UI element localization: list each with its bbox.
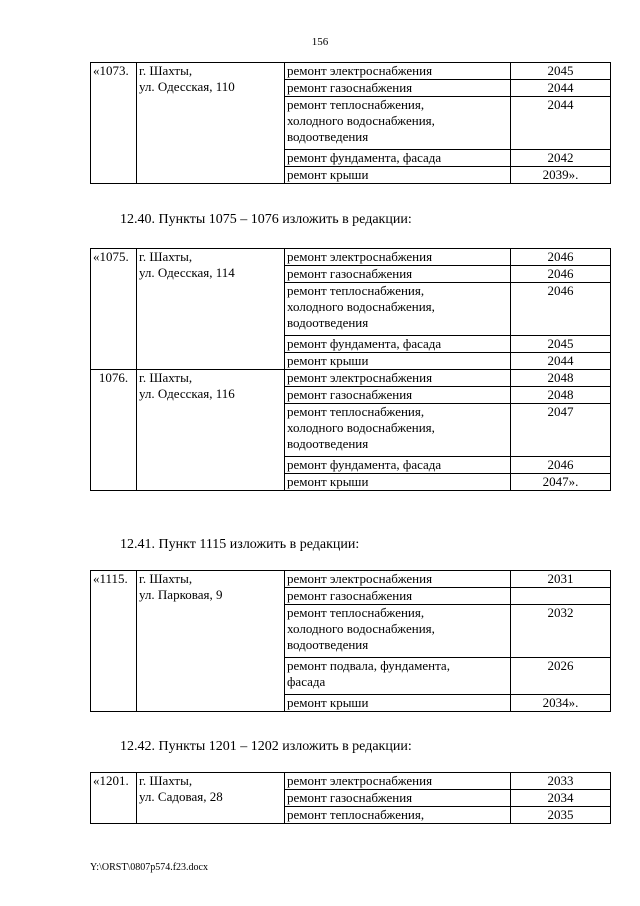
- work-year: 2044: [511, 80, 611, 97]
- paragraph-12-42: 12.42. Пункты 1201 – 1202 изложить в редакции:: [120, 739, 412, 754]
- address-street: ул. Парковая, 9: [139, 587, 223, 602]
- work-type: ремонт подвала, фундамента, фасада: [285, 658, 511, 695]
- footer-file-path: Y:\ORST\0807p574.f23.docx: [90, 862, 208, 873]
- item-number: «1073.: [91, 63, 137, 184]
- work-year: 2048: [511, 387, 611, 404]
- work-type: ремонт фундамента, фасада: [285, 150, 511, 167]
- address-street: ул. Одесская, 116: [139, 386, 235, 401]
- table-items-1115: [90, 570, 611, 712]
- work-type: ремонт электроснабжения: [285, 249, 511, 266]
- table-items-1201: [90, 772, 611, 824]
- table-row: [91, 249, 611, 266]
- work-type: ремонт фундамента, фасада: [285, 336, 511, 353]
- work-year: 2033: [511, 773, 611, 790]
- work-type: ремонт газоснабжения: [285, 588, 511, 605]
- work-year: 2046: [511, 249, 611, 266]
- work-year: 2039».: [511, 167, 611, 184]
- item-address: [137, 249, 285, 370]
- table-row: [91, 571, 611, 588]
- work-type: ремонт теплоснабжения, холодного водоснабжения, водоотведения: [285, 97, 511, 150]
- work-type: ремонт крыши: [285, 167, 511, 184]
- item-number: «1075.: [91, 249, 137, 370]
- work-year: 2046: [511, 266, 611, 283]
- work-type: ремонт крыши: [285, 474, 511, 491]
- work-year: 2046: [511, 283, 611, 336]
- work-year: 2045: [511, 336, 611, 353]
- address-city: г. Шахты,: [139, 571, 193, 586]
- address-city: г. Шахты,: [139, 63, 193, 78]
- work-type: ремонт теплоснабжения, холодного водоснабжения, водоотведения: [285, 404, 511, 457]
- work-year: 2048: [511, 370, 611, 387]
- table-row: [91, 63, 611, 80]
- table-items-1075-1076: [90, 248, 611, 491]
- work-year: 2031: [511, 571, 611, 588]
- item-address: [137, 571, 285, 712]
- work-year: 2047: [511, 404, 611, 457]
- address-city: г. Шахты,: [139, 773, 193, 788]
- table-row: [91, 370, 611, 387]
- work-type: ремонт теплоснабжения, холодного водоснабжения, водоотведения: [285, 283, 511, 336]
- work-type: ремонт газоснабжения: [285, 790, 511, 807]
- work-type: ремонт крыши: [285, 695, 511, 712]
- address-street: ул. Одесская, 110: [139, 79, 235, 94]
- work-type: ремонт газоснабжения: [285, 266, 511, 283]
- work-year: 2032: [511, 605, 611, 658]
- work-type: ремонт электроснабжения: [285, 773, 511, 790]
- work-year: 2026: [511, 658, 611, 695]
- table-row: [91, 773, 611, 790]
- work-type: ремонт электроснабжения: [285, 571, 511, 588]
- work-year: 2047».: [511, 474, 611, 491]
- work-type: ремонт газоснабжения: [285, 387, 511, 404]
- paragraph-12-41: 12.41. Пункт 1115 изложить в редакции:: [120, 537, 360, 552]
- work-type: ремонт электроснабжения: [285, 370, 511, 387]
- work-type: ремонт теплоснабжения,: [285, 807, 511, 824]
- page-number: 156: [311, 36, 329, 48]
- item-address: [137, 773, 285, 824]
- work-year: 2045: [511, 63, 611, 80]
- work-year: 2046: [511, 457, 611, 474]
- work-year: 2044: [511, 97, 611, 150]
- work-year: [511, 588, 611, 605]
- address-street: ул. Одесская, 114: [139, 265, 235, 280]
- work-year: 2042: [511, 150, 611, 167]
- item-number: 1076.: [91, 370, 137, 491]
- work-year: 2034».: [511, 695, 611, 712]
- work-year: 2035: [511, 807, 611, 824]
- work-year: 2044: [511, 353, 611, 370]
- paragraph-12-40: 12.40. Пункты 1075 – 1076 изложить в редакции:: [120, 212, 412, 227]
- item-address: [137, 63, 285, 184]
- work-type: ремонт фундамента, фасада: [285, 457, 511, 474]
- table-items-1073: [90, 62, 611, 184]
- address-street: ул. Садовая, 28: [139, 789, 223, 804]
- address-city: г. Шахты,: [139, 249, 193, 264]
- work-type: ремонт теплоснабжения, холодного водоснабжения, водоотведения: [285, 605, 511, 658]
- address-city: г. Шахты,: [139, 370, 193, 385]
- work-year: 2034: [511, 790, 611, 807]
- work-type: ремонт электроснабжения: [285, 63, 511, 80]
- work-type: ремонт крыши: [285, 353, 511, 370]
- item-number: «1201.: [91, 773, 137, 824]
- item-number: «1115.: [91, 571, 137, 712]
- work-type: ремонт газоснабжения: [285, 80, 511, 97]
- item-address: [137, 370, 285, 491]
